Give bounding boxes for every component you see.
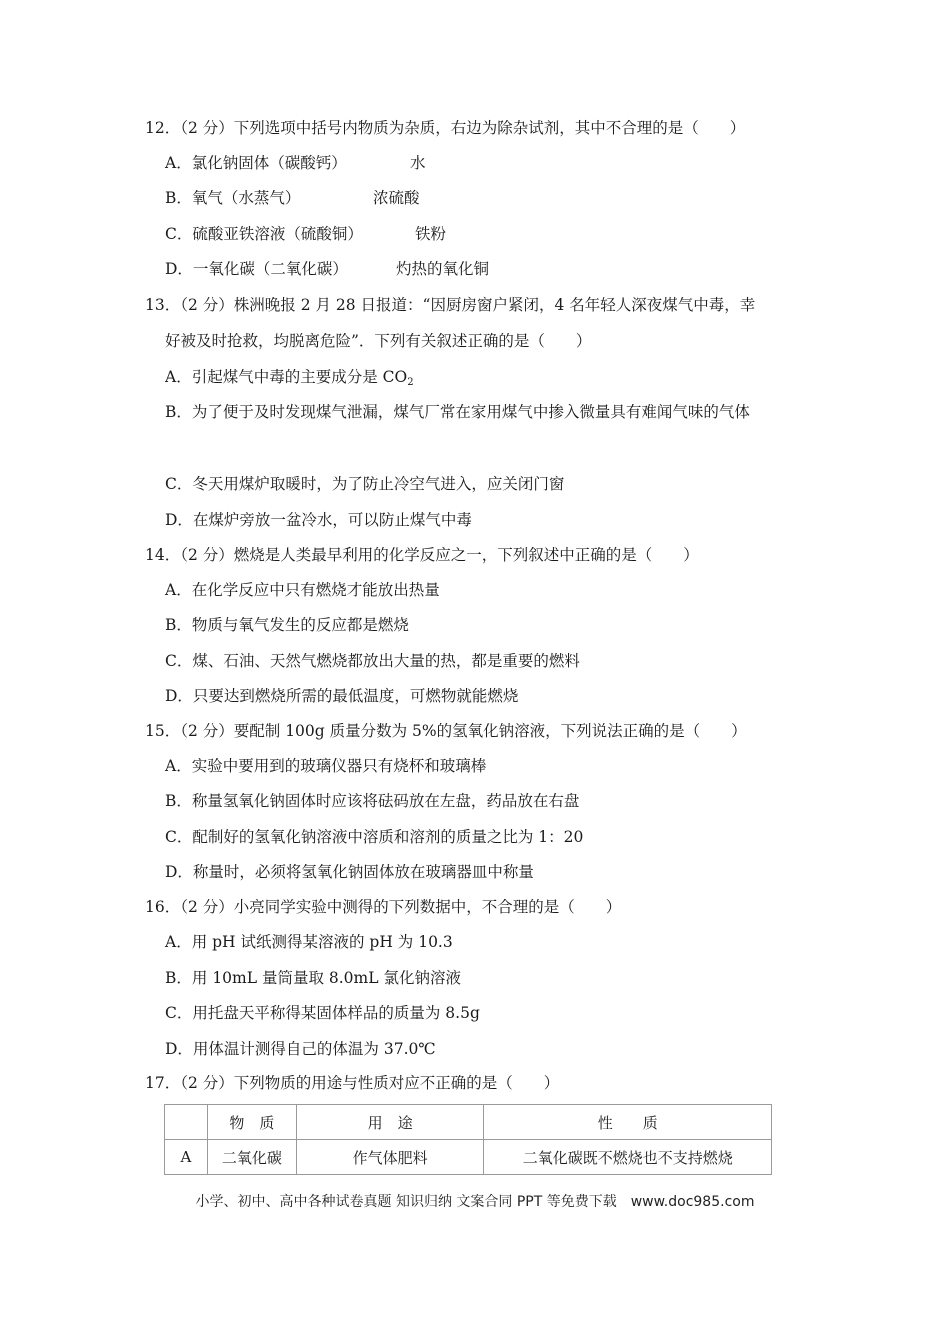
q17-header-cell <box>165 1105 208 1140</box>
q15-option-a: A．实验中要用到的玻璃仪器只有烧杯和玻璃棒 <box>165 757 487 775</box>
q12-c-reagent: 铁粉 <box>415 225 447 243</box>
q17-cell: 作气体肥料 <box>296 1140 484 1175</box>
q13-stem-line1: 13．（2 分）株洲晚报 2 月 28 日报道：“因厨房窗户紧闭，4 名年轻人深夜煤气中毒，幸 <box>145 296 756 314</box>
q12-stem: 12．（2 分）下列选项中括号内物质为杂质，右边为除杂试剂，其中不合理的是（ ） <box>145 119 746 137</box>
q12-d-label: D．一氧化碳（二氧化碳） <box>165 260 348 278</box>
footer-banner: 小学、初中、高中各种试卷真题 知识归纳 文案合同 PPT 等免费下载 www.doc985.com <box>195 1194 755 1210</box>
q12-a-label: A．氯化钠固体（碳酸钙） <box>165 154 347 172</box>
q17-stem: 17．（2 分）下列物质的用途与性质对应不正确的是（ ） <box>145 1074 560 1092</box>
q17-cell: 二氧化碳 <box>207 1140 296 1175</box>
q17-header-cell: 性 质 <box>484 1105 772 1140</box>
q14-option-c: C．煤、石油、天然气燃烧都放出大量的热，都是重要的燃料 <box>165 652 580 670</box>
q17-table-row <box>165 1140 772 1175</box>
q15-option-d: D．称量时，必须将氢氧化钠固体放在玻璃器皿中称量 <box>165 863 534 881</box>
q12-a-reagent: 水 <box>410 154 426 172</box>
q14-option-d: D．只要达到燃烧所需的最低温度，可燃物就能燃烧 <box>165 687 519 705</box>
q12-b-reagent: 浓硫酸 <box>373 189 420 207</box>
q15-option-b: B．称量氢氧化钠固体时应该将砝码放在左盘，药品放在右盘 <box>165 792 580 810</box>
q13-option-d: D．在煤炉旁放一盆冷水，可以防止煤气中毒 <box>165 511 472 529</box>
q17-table <box>164 1104 772 1175</box>
q17-cell: A <box>165 1140 208 1175</box>
q14-stem: 14．（2 分）燃烧是人类最早利用的化学反应之一，下列叙述中正确的是（ ） <box>145 546 699 564</box>
q12-b-label: B．氧气（水蒸气） <box>165 189 301 207</box>
q16-stem: 16．（2 分）小亮同学实验中测得的下列数据中，不合理的是（ ） <box>145 898 622 916</box>
q16-option-d: D．用体温计测得自己的体温为 37.0℃ <box>165 1040 436 1058</box>
q17-header-cell: 物 质 <box>207 1105 296 1140</box>
q13-option-a <box>165 367 414 387</box>
q14-option-a: A．在化学反应中只有燃烧才能放出热量 <box>165 581 440 599</box>
q15-option-c: C．配制好的氢氧化钠溶液中溶质和溶剂的质量之比为 1：20 <box>165 828 584 846</box>
q13-option-b: B．为了便于及时发现煤气泄漏，煤气厂常在家用煤气中掺入微量具有难闻气味的气体 <box>165 403 750 421</box>
q16-option-a: A．用 pH 试纸测得某溶液的 pH 为 10.3 <box>165 933 453 951</box>
q12-option-b <box>165 188 420 208</box>
q12-c-label: C．硫酸亚铁溶液（硫酸铜） <box>165 225 363 243</box>
q12-option-a <box>165 153 426 173</box>
q14-option-b: B．物质与氧气发生的反应都是燃烧 <box>165 616 409 634</box>
q13-option-c: C．冬天用煤炉取暖时，为了防止冷空气进入，应关闭门窗 <box>165 475 565 493</box>
q17-cell: 二氧化碳既不燃烧也不支持燃烧 <box>484 1140 772 1175</box>
q13-a-subscript: 2 <box>407 377 414 388</box>
q13-stem-line2: 好被及时抢救，均脱离危险”．下列有关叙述正确的是（ ） <box>165 332 592 350</box>
q17-header-cell: 用 途 <box>296 1105 484 1140</box>
q13-a-text: A．引起煤气中毒的主要成分是 CO <box>165 368 408 386</box>
q12-option-c <box>165 224 446 244</box>
q16-option-b: B．用 10mL 量筒量取 8.0mL 氯化钠溶液 <box>165 969 461 987</box>
q16-option-c: C．用托盘天平称得某固体样品的质量为 8.5g <box>165 1004 480 1022</box>
q12-option-d <box>165 259 489 279</box>
q17-table-header-row <box>165 1105 772 1140</box>
q12-d-reagent: 灼热的氧化铜 <box>396 260 490 278</box>
q15-stem: 15．（2 分）要配制 100g 质量分数为 5%的氢氧化钠溶液，下列说法正确的是（ ） <box>145 722 747 740</box>
